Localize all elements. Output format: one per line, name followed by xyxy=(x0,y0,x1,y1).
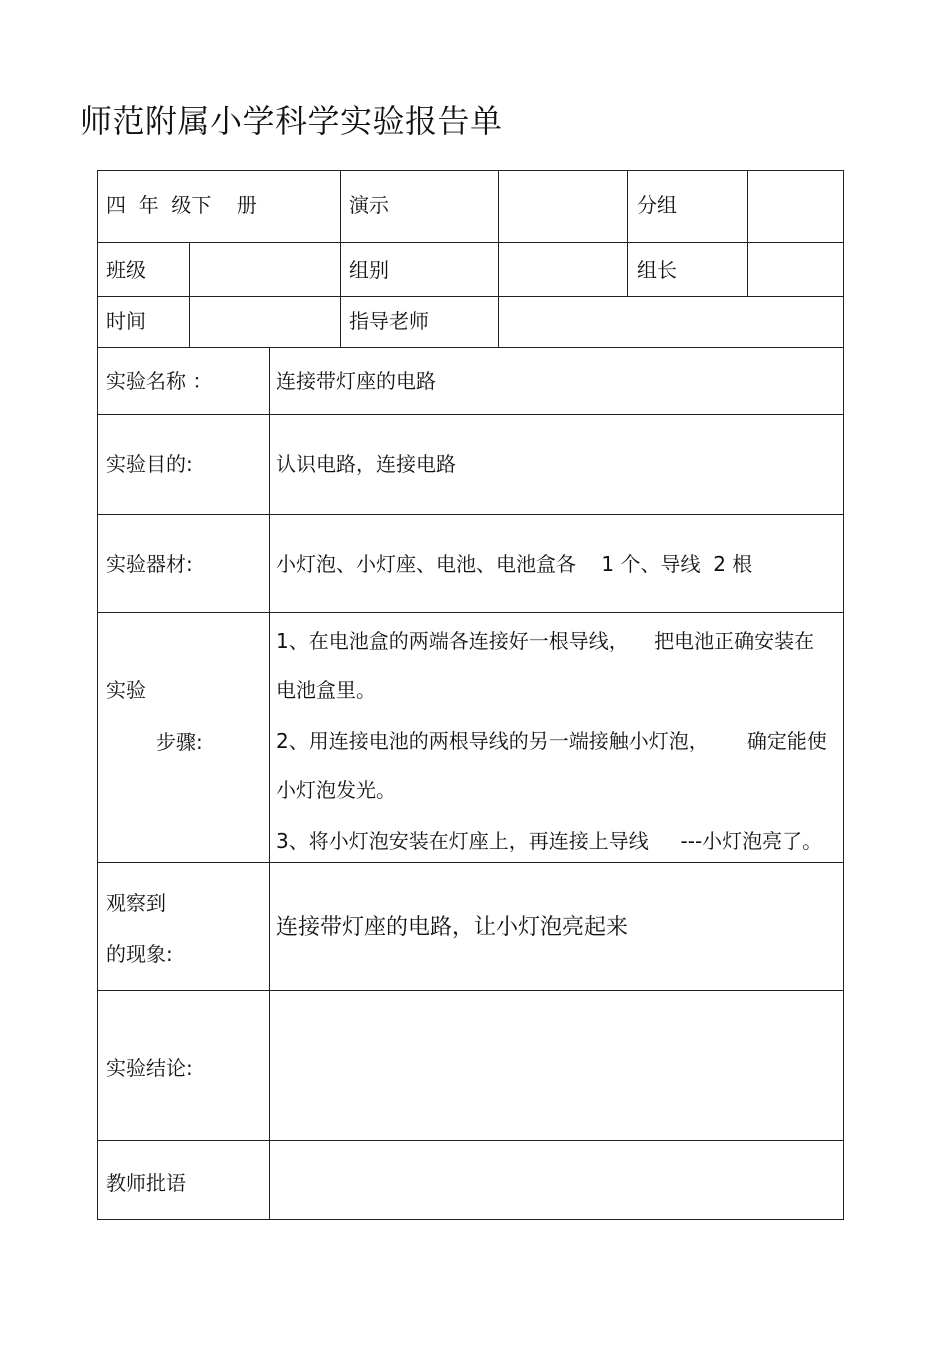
row-divider xyxy=(97,347,844,348)
column-divider xyxy=(269,347,270,1220)
team-label: 组别 xyxy=(349,258,389,282)
demo-label: 演示 xyxy=(349,193,389,217)
page-title: 师范附属小学科学实验报告单 xyxy=(80,102,503,140)
experiment-materials-value: 小灯泡、小灯座、电池、电池盒各 1 个、导线 2 根 xyxy=(276,552,753,576)
row-divider xyxy=(97,514,844,515)
report-table xyxy=(97,170,844,1220)
column-divider xyxy=(498,170,499,348)
row-divider xyxy=(97,990,844,991)
column-divider xyxy=(747,170,748,297)
class-label: 班级 xyxy=(106,258,146,282)
observation-value: 连接带灯座的电路，让小灯泡亮起来 xyxy=(276,915,629,940)
row-divider xyxy=(97,612,844,613)
row-divider xyxy=(97,242,844,243)
experiment-name-label: 实验名称 ： xyxy=(106,369,213,393)
experiment-materials-label: 实验器材: xyxy=(106,552,193,576)
step-line: 2、用连接电池的两根导线的另一端接触小灯泡， 确定能使 xyxy=(276,729,827,753)
leader-label: 组长 xyxy=(637,258,677,282)
row-divider xyxy=(97,1140,844,1141)
experiment-purpose-value: 认识电路，连接电路 xyxy=(276,452,456,476)
time-label: 时间 xyxy=(106,309,146,333)
step-line: 电池盒里。 xyxy=(276,678,376,702)
step-line: 3、将小灯泡安装在灯座上，再连接上导线 ---小灯泡亮了。 xyxy=(276,829,823,853)
step-line: 1、在电池盒的两端各连接好一根导线， 把电池正确安装在 xyxy=(276,629,815,653)
experiment-steps-label: 步骤: xyxy=(156,730,203,754)
column-divider xyxy=(189,242,190,348)
teacher-comment-label: 教师批语 xyxy=(106,1171,186,1195)
row-divider xyxy=(97,296,844,297)
column-divider xyxy=(627,170,628,297)
experiment-purpose-label: 实验目的: xyxy=(106,452,193,476)
experiment-name-value: 连接带灯座的电路 xyxy=(276,369,436,393)
grade-label: 四 年 级下 册 xyxy=(106,193,257,217)
observation-label: 的现象: xyxy=(106,942,173,966)
conclusion-label: 实验结论: xyxy=(106,1056,193,1080)
observation-label: 观察到 xyxy=(106,891,166,915)
row-divider xyxy=(97,414,844,415)
column-divider xyxy=(340,170,341,348)
row-divider xyxy=(97,862,844,863)
step-line: 小灯泡发光。 xyxy=(276,778,396,802)
group-label: 分组 xyxy=(637,193,677,217)
teacher-label: 指导老师 xyxy=(349,309,429,333)
experiment-steps-label: 实验 xyxy=(106,678,146,702)
